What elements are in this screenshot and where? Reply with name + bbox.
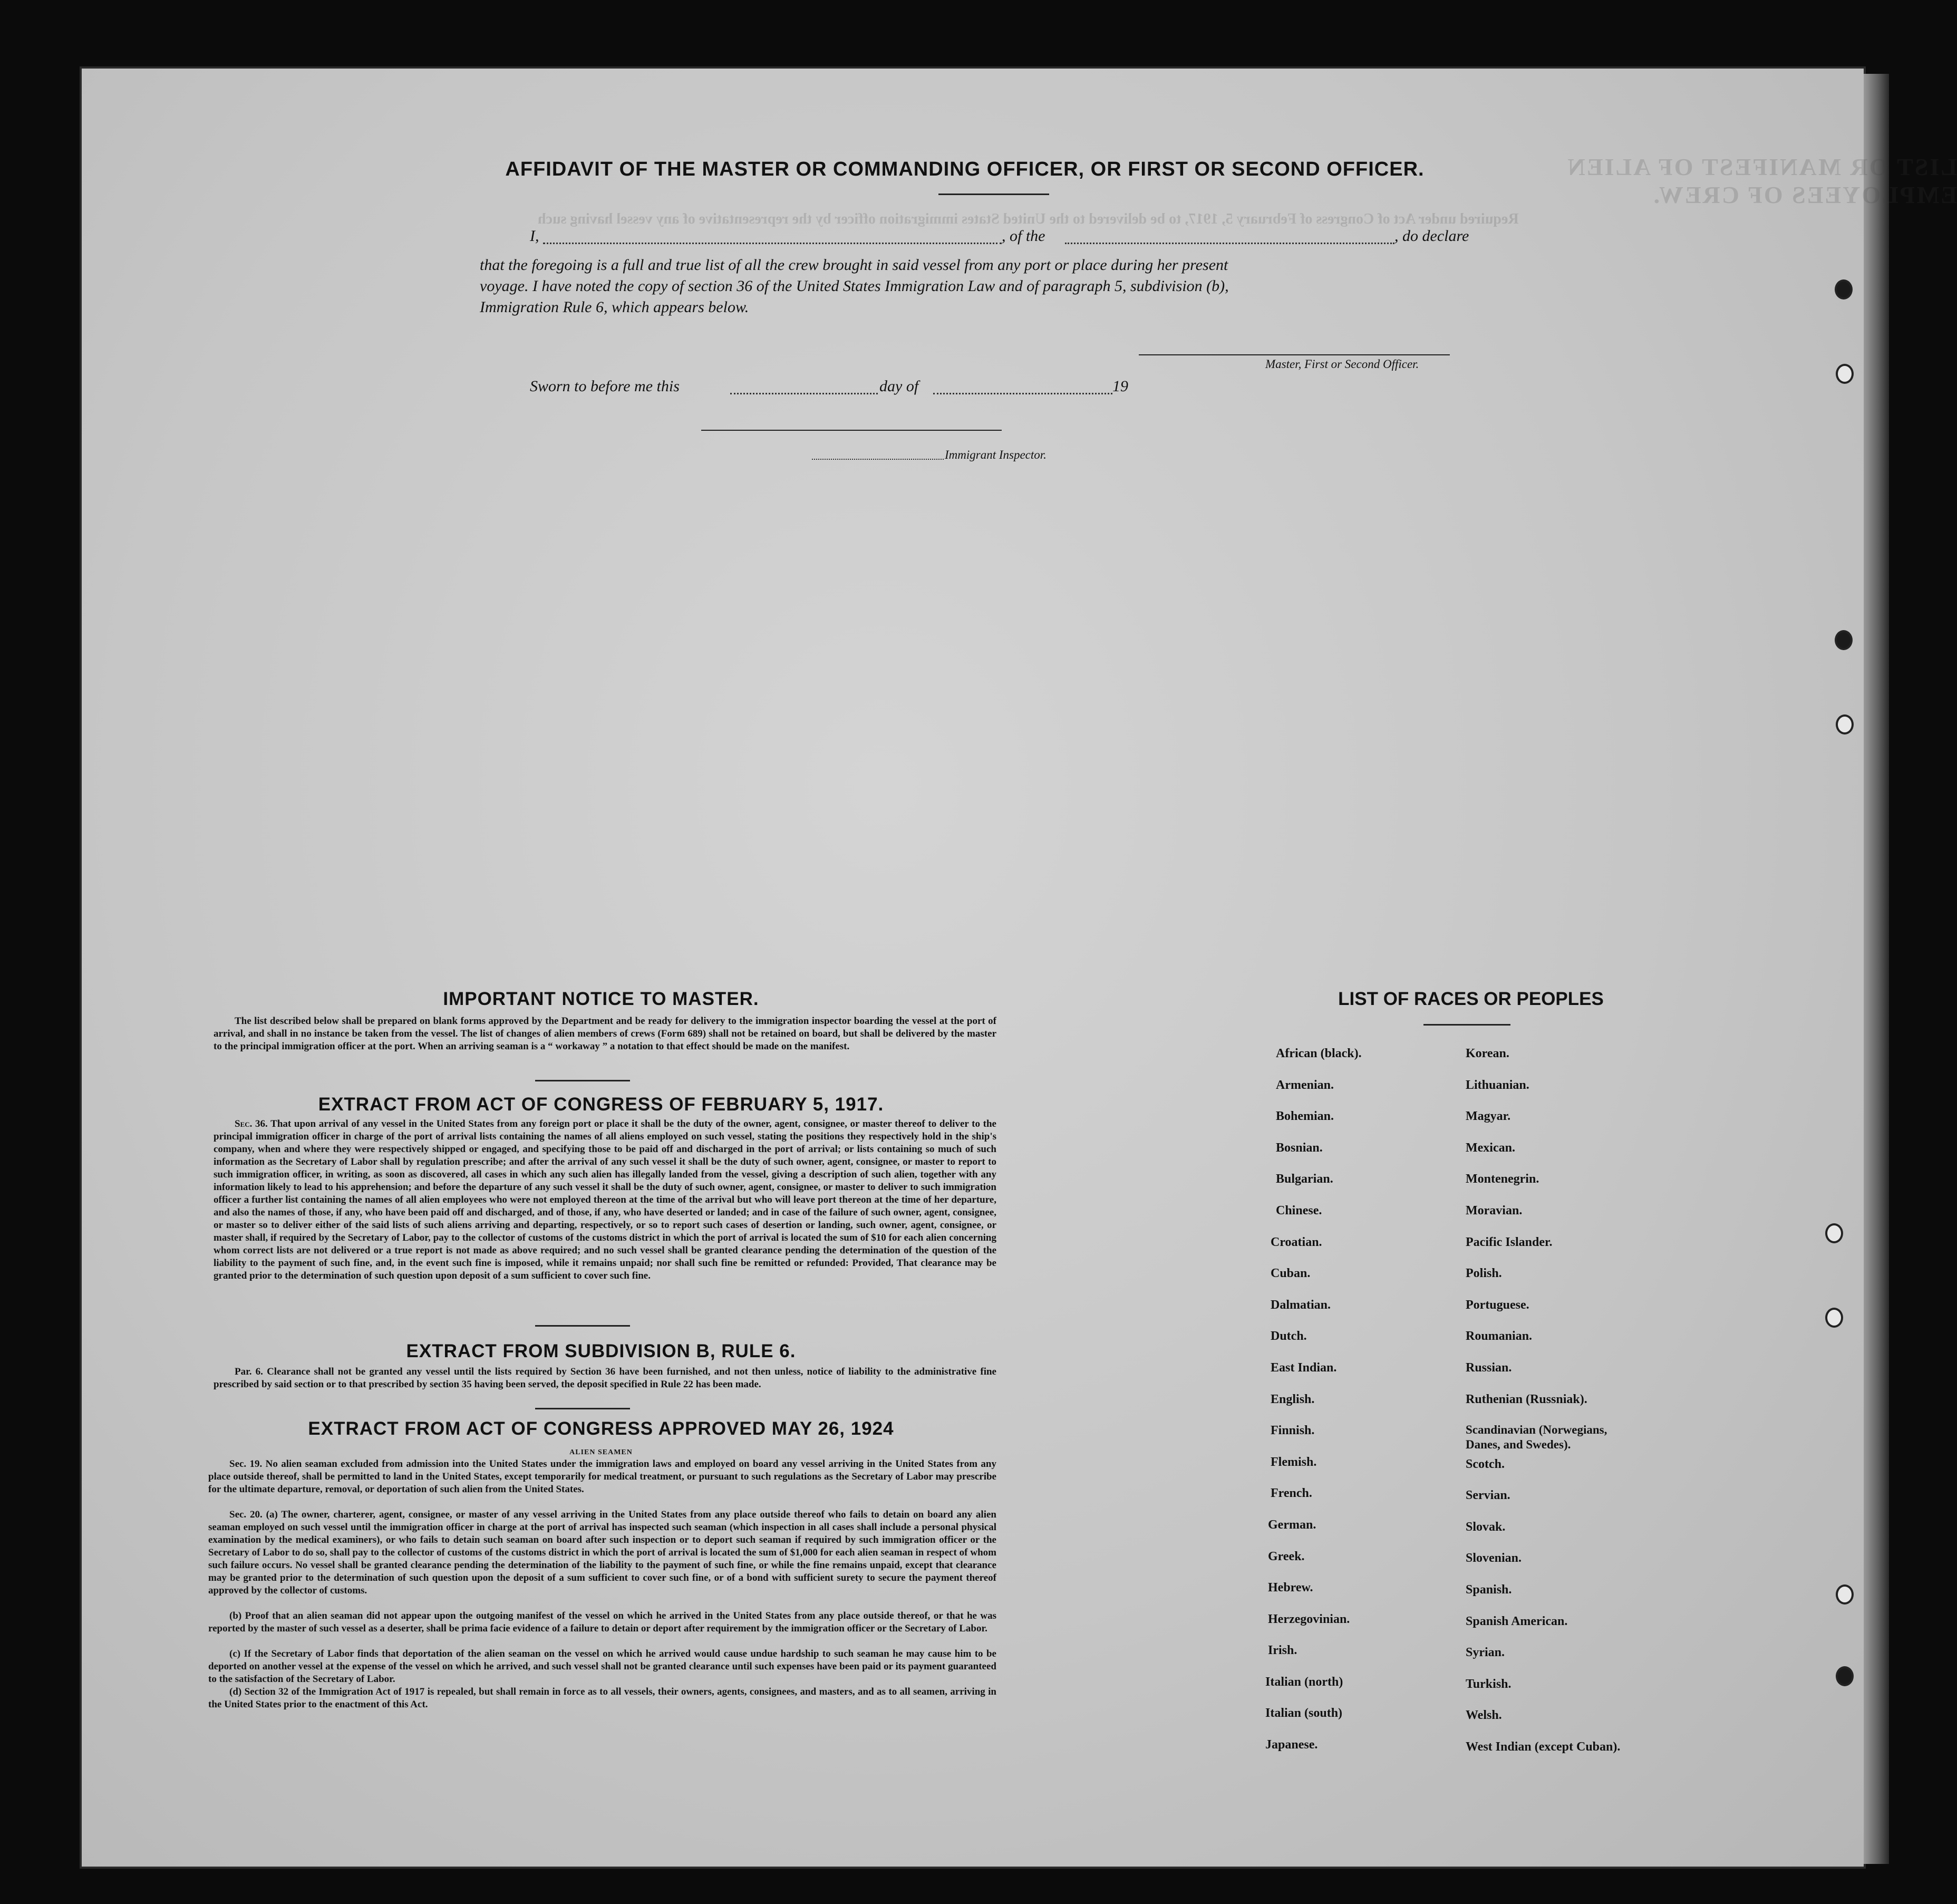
punch-hole — [1835, 630, 1853, 650]
race-item: Japanese. — [1265, 1738, 1318, 1752]
race-item: Cuban. — [1271, 1267, 1311, 1281]
race-item: Bohemian. — [1276, 1109, 1334, 1124]
race-item: Irish. — [1268, 1644, 1297, 1658]
races-left-column — [1265, 1046, 1445, 1768]
race-item: French. — [1271, 1486, 1312, 1501]
notice-title: IMPORTANT NOTICE TO MASTER. — [443, 989, 759, 1009]
race-item: Bulgarian. — [1276, 1172, 1333, 1186]
affidavit-i-label: I, — [530, 227, 539, 245]
divider — [535, 1080, 630, 1081]
extract-1924-sec19: Sec. 19. No alien seaman excluded from admission into the United States under the immigration laws and employed on board any vessel arriving in the United States from any place outside thereof, shall be permitted to land in the United States, except temporarily for medical treatment, or pursuant to such regulations as the Secretary of Labor may prescribe for the ultimate departure, removal, or deportation of such alien from the United States. — [208, 1458, 996, 1495]
affidavit-body-line: that the foregoing is a full and true list of all the crew brought in said vessel from any port or place during her present — [480, 256, 1228, 274]
section-label: Sec. 36. — [235, 1118, 268, 1129]
race-item: Herzegovinian. — [1268, 1612, 1350, 1626]
race-item: Magyar. — [1466, 1109, 1511, 1124]
race-item: Slovak. — [1466, 1520, 1506, 1534]
inspector-signature-line[interactable] — [701, 430, 1002, 431]
race-item: Lithuanian. — [1466, 1078, 1529, 1092]
race-item: Italian (north) — [1265, 1675, 1343, 1689]
day-of-label: day of — [879, 378, 919, 395]
race-item: East Indian. — [1271, 1360, 1337, 1375]
bleedthrough-header: LIST OR MANIFEST OF ALIEN EMPLOYEES OF CREW. — [1566, 153, 1957, 208]
race-item: West Indian (except Cuban). — [1466, 1739, 1621, 1754]
extract-1924-sec20d: (d) Section 32 of the Immigration Act of 1917 is repealed, but shall remain in force as to all vessels, their owners, agents, consignees, and masters, and as to all seamen, arriving in the United States prior to the enactment of this Act. — [208, 1686, 996, 1710]
sworn-month-line[interactable] — [933, 393, 1112, 394]
race-item: Scandinavian (Norwegians, Danes, and Swedes). — [1466, 1423, 1607, 1452]
affidavit-body-line: voyage. I have noted the copy of section 36 of the United States Immigration Law and of paragraph 5, subdivision (b), — [480, 277, 1229, 295]
punch-hole — [1835, 279, 1853, 299]
extract-rule6-title: EXTRACT FROM SUBDIVISION B, RULE 6. — [406, 1341, 796, 1361]
race-item: Finnish. — [1271, 1424, 1315, 1438]
race-item: Polish. — [1466, 1267, 1502, 1281]
race-item: Mexican. — [1466, 1141, 1515, 1155]
declarant-name-line[interactable] — [543, 243, 1002, 244]
sworn-label: Sworn to before me this — [530, 378, 680, 395]
race-item: Hebrew. — [1268, 1581, 1313, 1595]
divider — [1423, 1024, 1510, 1026]
punch-hole — [1836, 714, 1854, 734]
race-item: Portuguese. — [1466, 1298, 1529, 1312]
inspector-dotline — [812, 459, 944, 460]
race-item: Croatian. — [1271, 1235, 1322, 1249]
bleedthrough-line: Required under Act of Congress of February 5, 1917, to be delivered to the United States immigration officer by the representative of any vessel having such — [538, 211, 1519, 227]
race-item: Italian (south) — [1265, 1706, 1343, 1721]
punch-hole — [1836, 1584, 1854, 1605]
race-item: Dalmatian. — [1271, 1298, 1331, 1312]
race-item: English. — [1271, 1392, 1315, 1406]
extract-1917-title: EXTRACT FROM ACT OF CONGRESS OF FEBRUARY 5, 1917. — [318, 1094, 884, 1115]
race-item: Dutch. — [1271, 1329, 1307, 1344]
race-item: Ruthenian (Russniak). — [1466, 1392, 1587, 1406]
extract-rule6-text: Par. 6. Clearance shall not be granted any vessel until the lists required by Section 36 have been furnished, and not then unless, notice of liability to the administrative fine prescribed by said section or to that prescribed by section 35 having been served, the deposit specified in Rule 22 has been made. — [214, 1366, 996, 1390]
race-item: Russian. — [1466, 1360, 1512, 1375]
affidavit-do-declare: , do declare — [1394, 227, 1469, 245]
sworn-day-line[interactable] — [730, 393, 878, 394]
race-item: Scotch. — [1466, 1457, 1505, 1472]
punch-hole — [1836, 1666, 1854, 1686]
race-item: Turkish. — [1466, 1677, 1512, 1691]
affidavit-title: AFFIDAVIT OF THE MASTER OR COMMANDING OFFICER, OR FIRST OR SECOND OFFICER. — [505, 158, 1425, 180]
extract-1924-sec20a: Sec. 20. (a) The owner, charterer, agent, consignee, or master of any vessel arriving in the United States from any place outside thereof who fails to detain on board any alien seaman employed on such vessel until the immigration officer in charge at the port of arrival has inspected such seaman (which inspection in all cases shall include a personal physical examination by the medical examiners), or who fails to detain such seaman on board after such inspection or to deport such seaman if required by such immigration officer or the Secretary of Labor to do so, shall pay to the collector of customs of the customs district in which the port of arrival is located the sum of $1,000 for each alien seaman in respect of whom such failure occurs. No vessel shall be granted clearance pending the determination of the liability to the payment of such fine, or while the fine remains unpaid, except that clearance may be granted prior to the determination of such question upon the deposit of a sum sufficient to cover such fine, or of a bond with sufficient surety to secure the payment thereof approved by the collector of customs. — [208, 1509, 996, 1596]
page-stack-edge — [1864, 74, 1889, 1864]
race-item: Moravian. — [1466, 1203, 1523, 1217]
race-item: Spanish American. — [1466, 1614, 1568, 1628]
punch-hole — [1825, 1223, 1843, 1243]
vessel-name-line[interactable] — [1065, 243, 1394, 244]
divider — [938, 194, 1049, 195]
inspector-caption: Immigrant Inspector. — [945, 448, 1047, 461]
race-item: Servian. — [1466, 1489, 1510, 1503]
race-item: Montenegrin. — [1466, 1172, 1539, 1186]
race-item: Spanish. — [1466, 1582, 1512, 1597]
race-item: Greek. — [1268, 1549, 1305, 1563]
punch-hole — [1836, 364, 1854, 384]
race-item: Armenian. — [1276, 1078, 1334, 1092]
divider — [535, 1408, 630, 1409]
signature-caption: Master, First or Second Officer. — [1265, 357, 1419, 371]
race-item: Bosnian. — [1276, 1141, 1323, 1155]
extract-1917-text — [214, 1118, 996, 1282]
races-right-column — [1466, 1046, 1698, 1770]
extract-1924-sec20c: (c) If the Secretary of Labor finds that deportation of the alien seaman on the vessel on which he arrived would cause undue hardship to such seaman he may cause him to be deported on another vessel at the expense of the vessel on which he arrived, and such vessel shall not be granted clearance until such expenses have been paid or its payment guaranteed to the satisfaction of the Secretary of Labor. — [208, 1648, 996, 1685]
affidavit-of-the: , of the — [1002, 227, 1045, 245]
punch-hole — [1825, 1308, 1843, 1328]
race-item: African (black). — [1276, 1047, 1362, 1060]
race-item: Korean. — [1466, 1047, 1509, 1060]
extract-1924-subtitle: ALIEN SEAMEN — [569, 1448, 633, 1456]
race-item: Welsh. — [1466, 1708, 1502, 1723]
race-item: Slovenian. — [1466, 1551, 1522, 1565]
extract-1924-title: EXTRACT FROM ACT OF CONGRESS APPROVED MAY 26, 1924 — [308, 1418, 894, 1439]
race-item: Pacific Islander. — [1466, 1235, 1553, 1249]
extract-1924-sec20b: (b) Proof that an alien seaman did not appear upon the outgoing manifest of the vessel on which he arrived in the United States from any place outside thereof, or that he was reported by the master of such vessel as a deserter, shall be prima facie evidence of a failure to detain or deport after requirement by the immigration officer or the Secretary of Labor. — [208, 1610, 996, 1634]
affidavit-body-line: Immigration Rule 6, which appears below. — [480, 298, 749, 316]
divider — [535, 1325, 630, 1327]
races-title: LIST OF RACES OR PEOPLES — [1338, 989, 1604, 1009]
race-item: German. — [1268, 1518, 1316, 1532]
race-item: Flemish. — [1271, 1455, 1317, 1469]
notice-text: The list described below shall be prepared on blank forms approved by the Department and be ready for delivery to the immigration inspector boarding the vessel at the port of arrival, and shall in no instance be taken from the vessel. The list of changes of alien members of crews (Form 689) shall not be retained on board, but shall be delivered by the master to the principal immigration officer at the port. When an arriving seaman is a “ workaway ” a notation to that effect should be made on the manifest. — [214, 1016, 996, 1052]
race-item: Roumanian. — [1466, 1329, 1533, 1344]
year-prefix: 19 — [1112, 378, 1128, 395]
race-item: Chinese. — [1276, 1203, 1322, 1217]
race-item: Syrian. — [1466, 1646, 1505, 1660]
section-body: That upon arrival of any vessel in the United States from any foreign port or place it shall be the duty of the owner, agent, consignee, or master thereof to deliver to the principal immigration officer in charge of the port of arrival lists containing the names of all aliens employed on such vessel, stating the positions they respectively hold in the ship's company, when and where they were respectively shipped or engaged, and specifying those to be paid off and discharged in the port of arrival; or lists containing so much of such information as the Secretary of Labor shall by regulation prescribe; and after the arrival of any such vessel it shall be the duty of such owner, agent, consignee, or master to report to such immigration officer, in writing, as soon as discovered, all cases in which any such alien has illegally landed from the vessel, giving a description of such alien, together with any information likely to lead to his apprehension; and before the departure of any such vessel it shall be the duty of such owner, agent, consignee, or master to deliver to such immigration officer a further list containing the names of all alien employees who were not employed thereon at the time of the arrival but who will leave port thereon at the time of her departure, and also the names of those, if any, who have been paid off and discharged, and of those, if any, who have deserted or landed; and in case of the failure of such owner, agent, consignee, or master so to deliver either of the said lists of such aliens arriving and departing, respectively, or so to report such cases of desertion or landing, such owner, agent, consignee, or master shall, if required by the Secretary of Labor, pay to the collector of customs of the customs district in which the port of arrival is located the sum of $10 for each alien concerning whom correct lists are not delivered or a true report is not made as above required; and no such vessel shall be granted clearance pending the determination of the question of the liability to the payment of such fine, and, in the event such fine is imposed, while it remains unpaid; nor shall such fine be remitted or refunded: Provided, That clearance may be granted prior to the determination of such question upon deposit of a sum sufficient to cover such fine. — [214, 1118, 996, 1281]
